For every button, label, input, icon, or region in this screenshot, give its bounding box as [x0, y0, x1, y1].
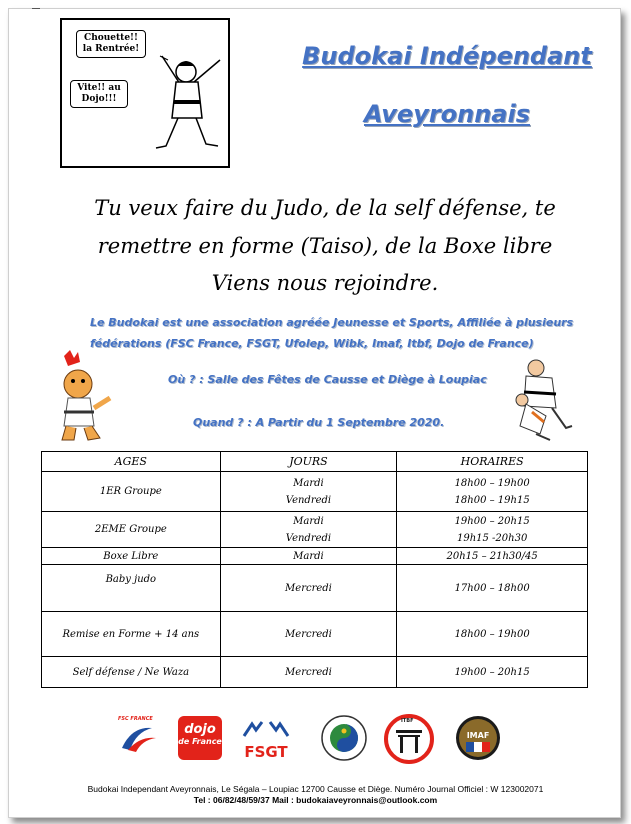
hours-cell: 20h15 – 21h30/45	[397, 548, 588, 565]
header-ages: AGES	[42, 452, 221, 472]
yin-yang-emblem-icon	[320, 714, 368, 762]
days-cell: Mercredi	[220, 657, 397, 688]
intro-line3: Viens nous rejoindre.	[211, 271, 439, 295]
fsgt-figures-icon	[240, 720, 292, 740]
age-cell: Self défense / Ne Waza	[42, 657, 221, 688]
intro-line2: remettre en forme (Taiso), de la Boxe libre	[97, 234, 553, 258]
fsgt-logo: FSGT	[240, 720, 292, 760]
fsc-swoosh-icon	[118, 722, 160, 754]
age-cell: 1ER Groupe	[42, 472, 221, 512]
judoka-cartoon	[60, 18, 230, 168]
age-cell: 2EME Groupe	[42, 512, 221, 548]
table-row	[42, 657, 588, 688]
table-header-row	[42, 452, 588, 472]
table-row	[42, 612, 588, 657]
days-cell: Mardi	[220, 548, 397, 565]
days-cell: Mercredi	[220, 612, 397, 657]
schedule-table	[41, 451, 588, 688]
speech-bubble-chouette: Chouette!! la Rentrée!	[76, 30, 146, 58]
header-jours: JOURS	[220, 452, 397, 472]
federation-logos	[0, 712, 631, 768]
hours-cell: 18h00 – 19h00 18h00 – 19h15	[397, 472, 588, 512]
start-date-info: Quand ? : A Partir du 1 Septembre 2020.	[193, 416, 445, 429]
location-info: Où ? : Salle des Fêtes de Causse et Diège à Loupiac	[168, 373, 487, 386]
club-title-line2: Aveyronnais	[363, 100, 531, 128]
table-row	[42, 472, 588, 512]
intro-line1: Tu veux faire du Judo, de la self défense, te	[94, 196, 556, 220]
days-cell: Mardi Vendredi	[220, 512, 397, 548]
hours-cell: 19h00 – 20h15 19h15 -20h30	[397, 512, 588, 548]
cat-judoka-icon	[44, 350, 120, 442]
judo-throw-icon	[506, 356, 582, 442]
fsc-france-logo: FSC FRANCE	[118, 716, 160, 756]
age-cell: Baby judo	[42, 565, 221, 612]
imaf-logo: IMAF	[454, 714, 502, 766]
hours-cell: 17h00 – 18h00	[397, 565, 588, 612]
dojo-de-france-logo: dojo de France	[178, 716, 222, 760]
days-cell: Mercredi	[220, 565, 397, 612]
judoka-drawing-icon	[62, 20, 228, 166]
age-cell: Boxe Libre	[42, 548, 221, 565]
wibk-logo	[320, 714, 368, 766]
table-row	[42, 565, 588, 612]
association-line2: fédérations (FSC France, FSGT, Ufolep, Wibk, Imaf, Itbf, Dojo de France)	[90, 337, 534, 350]
table-row	[42, 512, 588, 548]
hours-cell: 19h00 – 20h15	[397, 657, 588, 688]
days-cell: Mardi Vendredi	[220, 472, 397, 512]
speech-bubble-vite: Vite!! au Dojo!!!	[70, 80, 128, 108]
hours-cell: 18h00 – 19h00	[397, 612, 588, 657]
header-horaires: HORAIRES	[397, 452, 588, 472]
itbf-logo: ITBF	[384, 714, 434, 768]
association-line1: Le Budokai est une association agréée Jeunesse et Sports, Affiliée à plusieurs	[90, 316, 574, 329]
footer-address: Budokai Independant Aveyronnais, Le Ségala – Loupiac 12700 Causse et Diège. Numéro Journal Officiel : W 123002071	[87, 784, 544, 794]
page-mark	[32, 8, 40, 9]
age-cell: Remise en Forme + 14 ans	[42, 612, 221, 657]
table-row	[42, 548, 588, 565]
club-title-line1: Budokai Indépendant	[302, 42, 592, 70]
footer-contact: Tel : 06/82/48/59/37 Mail : budokaiaveyronnais@outlook.com	[193, 795, 438, 805]
